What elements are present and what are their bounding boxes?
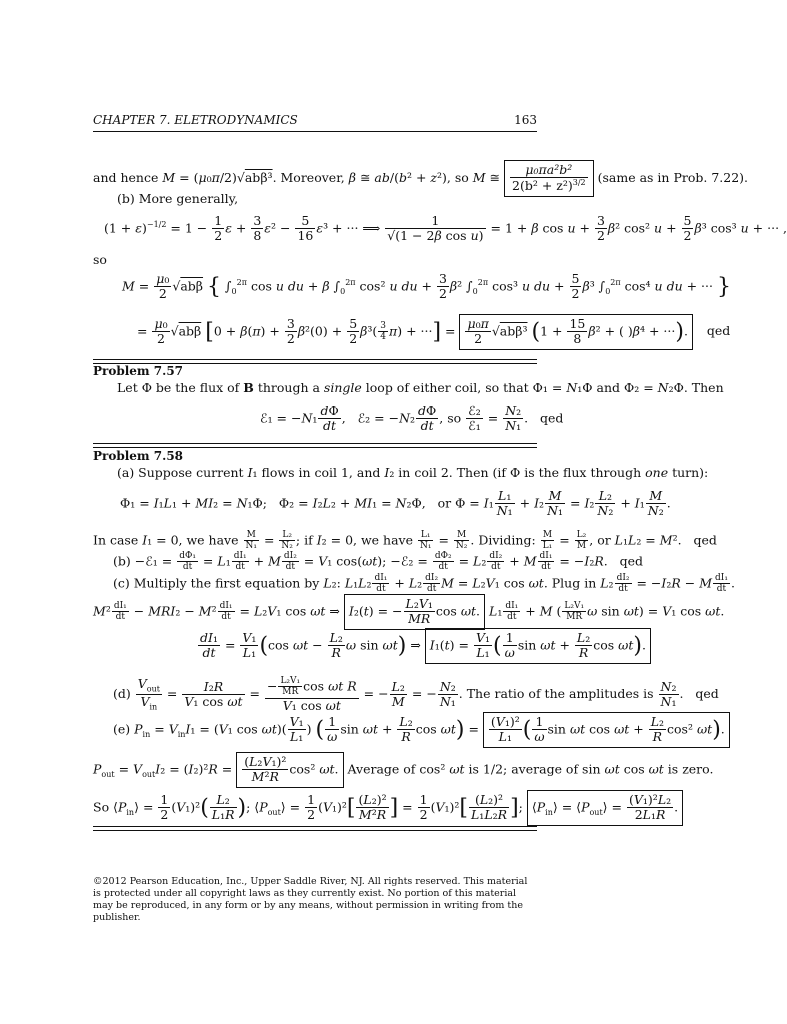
boxed-Pout: $\frac{\text{(L₂V₁)²}}{\text{M²R}}$ cos² ωt. [236, 752, 343, 788]
problem-758-dI1-equation: $\frac{\text{dI₁}}{dt}$ = $\frac{\text{V₁}}{\text{L₁}}$ (cos ωt − $\frac{\text{L₂}}{R}$ ω sin ωt) ⇒ I₁(t) = $\frac{\text{V₁}}{\text{L₁}}$ ( $\frac{1}{\omega}$ sin ωt + $\frac{\text{L₂}}{R}$ cos ωt). [197, 628, 651, 664]
copyright-footer: ©2012 Pearson Education, Inc., Upper Saddle River, NJ. All rights reserved. This material is protected under all copyright laws as they currently exist. No portion of this material may be reproduced, in any form or by any means, without permission in writing from the publisher. [93, 876, 528, 923]
page-number: 163 [514, 113, 537, 127]
problem-divider [93, 826, 537, 831]
boxed-M-result: $\frac{\text{μ₀π}}{2}$ √abβ³ (1 + $\frac{15}{8}$ β² + ( )β⁴ + ···). [459, 314, 692, 350]
boxed-I1: I₁(t) = $\frac{\text{V₁}}{\text{L₁}}$ ( $\frac{1}{\omega}$ sin ωt + $\frac{\text{L₂}}{R}$ cos ωt). [425, 628, 651, 664]
expansion-equation: $(1 + \varepsilon)^{-1/2} = 1$ − $\frac{1}{2}$ ε + $\frac{3}{8}$ ε² − $\frac{5}{16}$ ε³ + ··· ⟹ $\frac{1}{\text{√(1 − 2β cos u)}}$ = 1 + β cos u + $\frac{3}{2}$ β² cos² u + $\frac{5}{2}$ β³ cos³ u + ··· , [104, 213, 787, 244]
problem-757-title: Problem 7.57 [93, 364, 184, 378]
problem-757-text: Let Φ be the flux of B through a single loop of either coil, so that Φ₁ = N₁Φ and Φ₂ = N₂Φ. Then [117, 380, 724, 395]
boxed-Pavg: $⟨P_{in}⟩$ = $⟨P_{out}⟩$ = $\frac{\text{(V₁)²L₂}}{\text{2L₁R}}$ . [527, 790, 683, 826]
problem-758-case-line: In case I₁ = 0, we have $\frac{M}{\text{N₁}}$ = $\frac{\text{L₂}}{\text{N₂}}$ ; if I₂ = 0, we have $\frac{\text{L₁}}{\text{N₁}}$ = $\frac{M}{\text{N₂}}$ . Dividing: $\frac{M}{\text{L₁}}$ = $\frac{\text{L₂}}{M}$ , or L₁L₂ = M². qed [93, 530, 717, 552]
problem-758-part-c2: M² $\frac{\text{dI₁}}{dt}$ − MRI₂ − M² $\frac{\text{dI₁}}{dt}$ = L₂V₁ cos ωt ⇒ I₂(t) = − $\frac{\text{L₂V₁}}{MR}$ cos ωt. L₁ $\frac{\text{dI₁}}{dt}$ + M ( $\frac{\text{L₂V₁}}{MR}$ ω sin ωt) = V₁ cos ωt. [93, 594, 724, 630]
part-b-label: (b) More generally, [117, 191, 239, 206]
problem-758-flux-equation: Φ₁ = I₁L₁ + MI₂ = N₁Φ; Φ₂ = I₂L₂ + MI₁ = N₂Φ, or Φ = I₁ $\frac{\text{L₁}}{\text{N₁}}$ + I₂ $\frac{M}{\text{N₁}}$ = I₂ $\frac{\text{L₂}}{\text{N₂}}$ + I₁ $\frac{M}{\text{N₂}}$ . [120, 488, 671, 519]
average-note: Average of cos² ωt is 1/2; average of sin ωt cos ωt is zero. [347, 761, 714, 777]
note-same-as: (same as in Prob. 7.22). [597, 169, 748, 185]
page-header [93, 113, 537, 132]
problem-divider [93, 443, 537, 448]
problem-758-averages: So $⟨P_{in}⟩$ = $\frac{1}{2}$ (V₁)²( $\frac{\text{L₂}}{\text{L₁R}}$ ); $⟨P_{out}⟩$ = $\frac{1}{2}$ (V₁)²[ $\frac{\text{(L₂)²}}{\text{M²R}}$ ] = $\frac{1}{2}$ (V₁)²[ $\frac{\text{(L₂)²}}{\text{L₁L₂R}}$ ]; $⟨P_{in}⟩$ = $⟨P_{out}⟩$ = $\frac{\text{(V₁)²L₂}}{\text{2L₁R}}$ . [93, 790, 683, 826]
problem-758-title: Problem 7.58 [93, 449, 184, 463]
so-label: so [93, 252, 107, 267]
problem-758-part-e: (e) $P_{in} = V_{in}I_1 = (V_1$ cos ωt)( $\frac{\text{V₁}}{\text{L₁}}$ ) ( $\frac{1}{\omega}$ sin ωt + $\frac{\text{L₂}}{R}$ cos ωt) = $\frac{\text{(V₁)²}}{\text{L₁}}$ ( $\frac{1}{\omega}$ sin ωt cos ωt + $\frac{\text{L₂}}{R}$ cos² ωt). [113, 712, 730, 748]
qed-1: qed [706, 323, 731, 339]
M-result-equation: = $\frac{\text{μ₀}}{2}$ √abβ [0 + β(π) + $\frac{3}{2}$ β²(0) + $\frac{5}{2}$ β³( $\frac{3}{4}$ π) + ···] = $\frac{\text{μ₀π}}{2}$ √abβ³ (1 + $\frac{15}{8}$ β² + ( )β⁴ + ···). qed [137, 314, 730, 350]
problem-758-part-c: (c) Multiply the first equation by L₂: L₁L₂ $\frac{\text{dI₁}}{dt}$ + L₂ $\frac{\text{dI₂}}{dt}$ M = L₂V₁ cos ωt. Plug in L₂ $\frac{\text{dI₂}}{dt}$ = −I₂R − M $\frac{\text{dI₁}}{dt}$ . [113, 573, 735, 595]
problem-758-part-b: (b) −ℰ₁ = $\frac{\text{dΦ₁}}{dt}$ = L₁ $\frac{\text{dI₁}}{dt}$ + M $\frac{\text{dI₂}}{dt}$ = V₁ cos(ωt); −ℰ₂ = $\frac{\text{dΦ₂}}{dt}$ = L₂ $\frac{\text{dI₂}}{dt}$ + M $\frac{\text{dI₁}}{dt}$ = −I₂R. qed [113, 551, 644, 573]
problem-758-part-a: (a) Suppose current I₁ flows in coil 1, and I₂ in coil 2. Then (if Φ is the flux through one turn): [117, 465, 709, 480]
boxed-M-den: $2(b^2 + z^2)^{3/2}$ [512, 178, 586, 194]
boxed-M-num: μ₀πa²b² [510, 163, 588, 178]
problem-757-equation: ℰ₁ = −N₁ $\frac{d\Phi}{dt}$ , ℰ₂ = −N₂ $\frac{d\Phi}{dt}$ , so $\frac{\text{ℰ₂}}{\text{ℰ₁}}$ = $\frac{\text{N₂}}{\text{N₁}}$ . qed [260, 403, 564, 434]
boxed-I2: I₂(t) = − $\frac{\text{L₂V₁}}{MR}$ cos ωt. [344, 594, 485, 630]
chapter-title: CHAPTER 7. ELETRODYNAMICS [93, 113, 298, 127]
boxed-Pin: $\frac{\text{(V₁)²}}{\text{L₁}}$ ( $\frac{1}{\omega}$ sin ωt cos ωt + $\frac{\text{L₂}}{R}$ cos² ωt). [483, 712, 730, 748]
problem-758-part-d: (d) $\frac{V_{out}}{V_{in}}$ = $\frac{\text{I₂R}}{\text{V₁ cos ωt}}$ = − $\frac{\text{L₂V₁}}{MR}$ cos ωt R V₁ cos ωt = − $\frac{\text{L₂}}{M}$ = − $\frac{\text{N₂}}{\text{N₁}}$ . The ratio of the amplitudes is $\frac{\text{N₂}}{\text{N₁}}$ . qed [113, 676, 719, 713]
problem-758-pout: $P_{out} = V_{out}I_2 = (I_2)^2R$ = $\frac{\text{(L₂V₁)²}}{\text{M²R}}$ cos² ωt. Average of cos² ωt is 1/2; average of sin ωt cos ωt is zero. [93, 752, 713, 788]
line-hence-M: and hence M = (μ₀π/2)√abβ³. Moreover, β ≅ ab/(b² + z²), so M ≅ $\frac{\text{μ₀πa²b²}}{2(b^2 + z^2)^{3/2}}$ (same as in Prob. 7.22). [93, 160, 748, 197]
M-integral-equation: M = $\frac{\text{μ₀}}{2}$ √abβ { $\int_0^{2\pi}$ cos u du + β $\int_0^{2\pi}$ cos² u du + $\frac{3}{2}$ β² $\int_0^{2\pi}$ cos³ u du + $\frac{5}{2}$ β³ $\int_0^{2\pi}$ cos⁴ u du + ··· } [122, 271, 731, 302]
boxed-M-approx [504, 160, 594, 197]
